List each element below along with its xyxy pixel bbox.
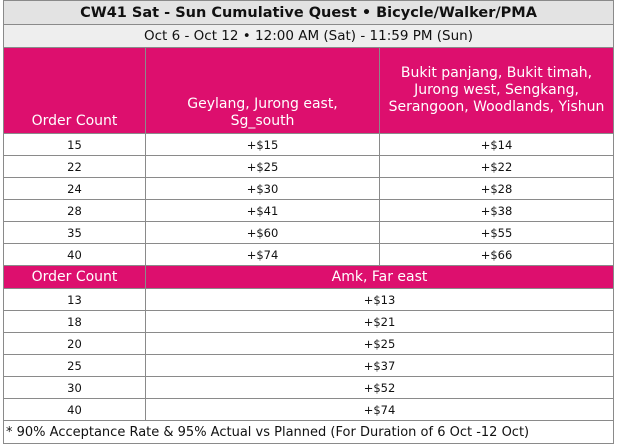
table-row (4, 156, 614, 178)
table-row (4, 333, 614, 355)
reward-cell: +$21 (146, 311, 614, 333)
reward-cell: +$37 (146, 355, 614, 377)
order-count-cell: 22 (4, 156, 146, 178)
table2-header-row (4, 266, 614, 289)
order-count-cell: 30 (4, 377, 146, 399)
footnote: * 90% Acceptance Rate & 95% Actual vs Planned (For Duration of 6 Oct -12 Oct) (4, 421, 614, 444)
table-row (4, 244, 614, 266)
zone2-header (380, 48, 614, 134)
order-count-cell: 13 (4, 289, 146, 311)
order-count-cell: 18 (4, 311, 146, 333)
reward-cell: +$13 (146, 289, 614, 311)
zone1-reward-cell: +$74 (146, 244, 380, 266)
order-count-cell: 20 (4, 333, 146, 355)
zone1-reward-cell: +$41 (146, 200, 380, 222)
zone2-reward-cell: +$66 (380, 244, 614, 266)
table1-header-row (4, 48, 614, 134)
zone2-reward-cell: +$55 (380, 222, 614, 244)
table-row (4, 200, 614, 222)
order-count-cell: 28 (4, 200, 146, 222)
reward-cell: +$74 (146, 399, 614, 421)
zone1-header (146, 48, 380, 134)
order-count-cell: 25 (4, 355, 146, 377)
order-count-cell: 35 (4, 222, 146, 244)
zone1-reward-cell: +$30 (146, 178, 380, 200)
reward-cell: +$52 (146, 377, 614, 399)
order-count-cell: 40 (4, 399, 146, 421)
table-row (4, 289, 614, 311)
table-row (4, 311, 614, 333)
table-row (4, 178, 614, 200)
zone2-reward-cell: +$38 (380, 200, 614, 222)
zone1-reward-cell: +$15 (146, 134, 380, 156)
zone2-reward-cell: +$28 (380, 178, 614, 200)
quest-table (3, 0, 614, 444)
quest-title: CW41 Sat - Sun Cumulative Quest • Bicycle/Walker/PMA (4, 1, 614, 25)
reward-cell: +$25 (146, 333, 614, 355)
zone1-reward-cell: +$25 (146, 156, 380, 178)
order-count-header: Order Count (4, 48, 146, 134)
zone1-reward-cell: +$60 (146, 222, 380, 244)
table-row (4, 399, 614, 421)
footnote-row (4, 421, 614, 444)
order-count-cell: 15 (4, 134, 146, 156)
table-row (4, 222, 614, 244)
order-count-cell: 24 (4, 178, 146, 200)
order-count-cell: 40 (4, 244, 146, 266)
title-row (4, 1, 614, 25)
zone1-header-label: Geylang, Jurong east, Sg_south (187, 96, 338, 129)
table-row (4, 134, 614, 156)
table-row (4, 355, 614, 377)
zone2-reward-cell: +$22 (380, 156, 614, 178)
subtitle-row (4, 25, 614, 48)
table-row (4, 377, 614, 399)
order-count-header-2: Order Count (4, 266, 146, 289)
amk-far-east-header: Amk, Far east (146, 266, 614, 289)
zone2-reward-cell: +$14 (380, 134, 614, 156)
quest-period: Oct 6 - Oct 12 • 12:00 AM (Sat) - 11:59 PM (Sun) (4, 25, 614, 48)
zone2-header-label: Bukit panjang, Bukit timah, Jurong west, Sengkang, Serangoon, Woodlands, Yishun (388, 65, 605, 115)
